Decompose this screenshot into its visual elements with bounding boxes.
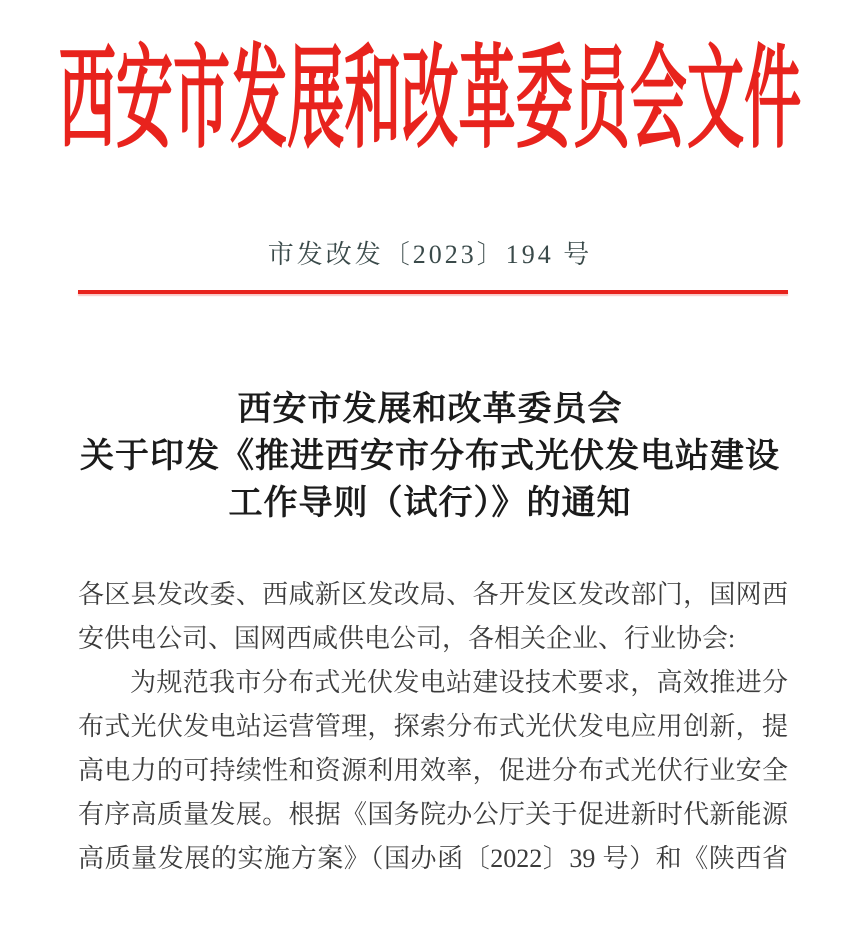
body-line: 高质量发展的实施方案》（国办函〔2022〕39 号）和《陕西省 — [78, 844, 788, 873]
notice-title-line-1: 西安市发展和改革委员会 — [237, 391, 623, 428]
notice-title-line-2: 关于印发《推进西安市分布式光伏发电站建设 — [80, 438, 780, 475]
notice-title-line-3: 工作导则（试行）》的通知 — [228, 485, 632, 522]
body-line: 为规范我市分布式光伏发电站建设技术要求，高效推进分 — [130, 668, 788, 697]
document-body — [78, 573, 788, 881]
body-line: 各区县发改委、西咸新区发改局、各开发区发改部门，国网西 — [78, 580, 788, 609]
body-line: 高电力的可持续性和资源利用效率，促进分布式光伏行业安全 — [78, 756, 788, 785]
agency-letterhead-title: 西安市发展和改革委员会文件 — [58, 38, 802, 162]
notice-title — [0, 386, 860, 527]
body-line: 安供电公司、国网西咸供电公司，各相关企业、行业协会: — [78, 624, 736, 653]
body-line: 有序高质量发展。根据《国务院办公厅关于促进新时代新能源 — [78, 800, 788, 829]
red-divider — [78, 290, 788, 294]
body-line: 布式光伏发电站运营管理，探索分布式光伏发电应用创新，提 — [78, 712, 788, 741]
document-number: 市发改发〔2023〕194 号 — [267, 240, 593, 269]
